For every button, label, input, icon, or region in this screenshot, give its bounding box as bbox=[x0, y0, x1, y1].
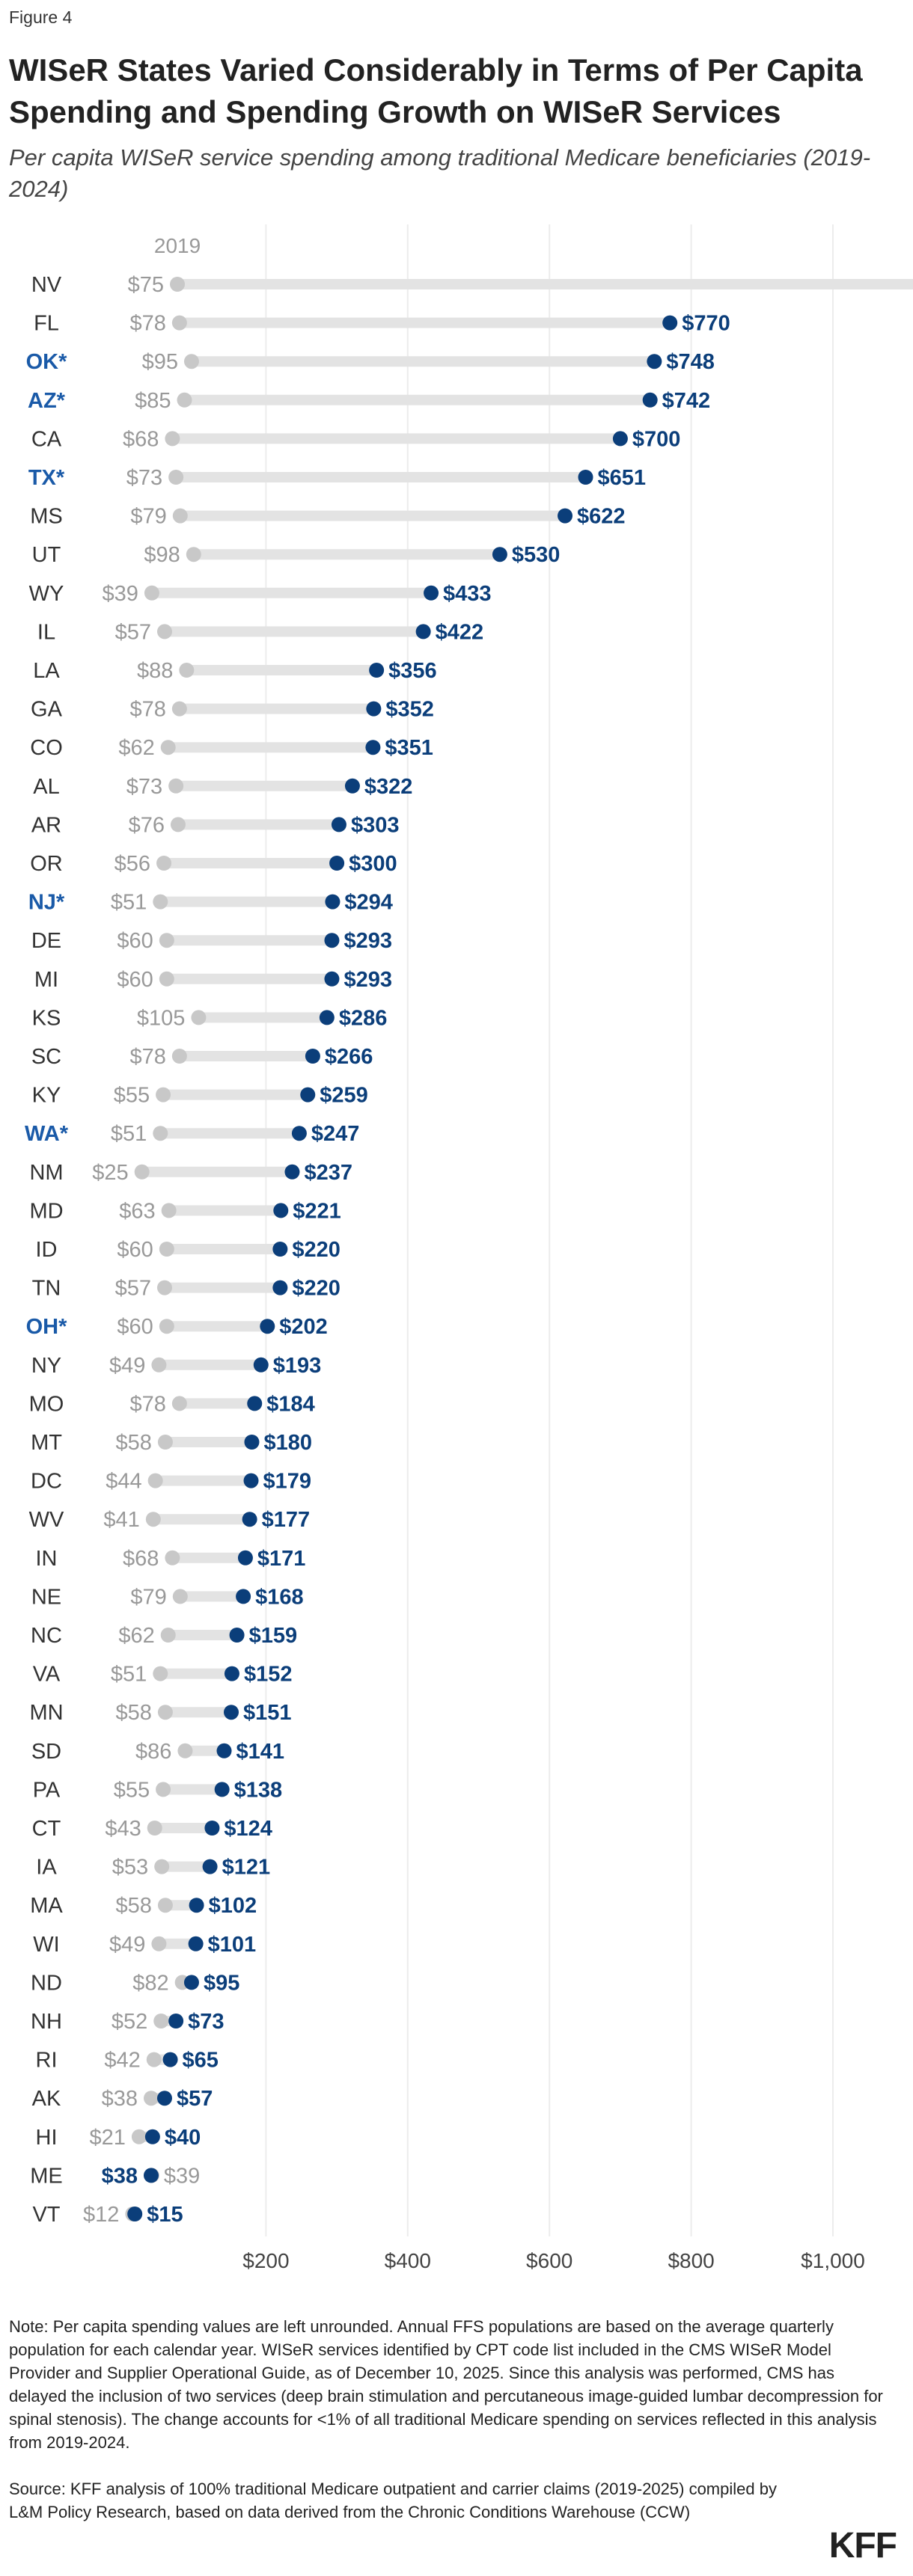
state-label: DE bbox=[31, 929, 62, 954]
value-label-2024: $700 bbox=[632, 427, 681, 452]
dot-2019 bbox=[179, 663, 194, 678]
value-label-2024: $101 bbox=[207, 1932, 257, 1957]
value-label-2024: $293 bbox=[343, 929, 392, 954]
dot-2019 bbox=[147, 2052, 162, 2067]
value-label-2019: $88 bbox=[136, 659, 174, 683]
state-label: SD bbox=[31, 1739, 62, 1764]
state-label: MA bbox=[30, 1894, 63, 1919]
state-label: AL bbox=[33, 774, 60, 799]
dot-2024 bbox=[325, 895, 340, 910]
value-label-2024: $168 bbox=[255, 1585, 304, 1610]
dot-2019 bbox=[161, 740, 176, 755]
dot-2019 bbox=[158, 1435, 173, 1450]
value-label-2024: $651 bbox=[597, 466, 647, 490]
value-label-2024: $151 bbox=[242, 1701, 292, 1726]
state-label: KY bbox=[31, 1083, 61, 1108]
value-label-2024: $356 bbox=[388, 659, 437, 683]
dot-2019 bbox=[153, 1666, 168, 1681]
dot-2019 bbox=[159, 972, 174, 987]
dot-2024 bbox=[613, 431, 628, 446]
state-label: PA bbox=[32, 1778, 61, 1803]
state-label: IN bbox=[35, 1546, 58, 1571]
state-label: OK* bbox=[25, 350, 67, 375]
dot-2019 bbox=[135, 1165, 150, 1180]
dot-2024 bbox=[238, 1551, 253, 1565]
dot-2019 bbox=[153, 895, 168, 910]
state-label: DC bbox=[31, 1469, 62, 1494]
dot-2019 bbox=[168, 779, 183, 794]
state-label: TN bbox=[31, 1276, 61, 1301]
dot-2024 bbox=[189, 1936, 204, 1951]
state-label: VT bbox=[32, 2203, 61, 2227]
value-label-2024: $38 bbox=[101, 2164, 138, 2189]
value-label-2019: $55 bbox=[113, 1083, 150, 1108]
value-label-2019: $38 bbox=[101, 2087, 138, 2112]
dot-2024 bbox=[345, 779, 360, 794]
state-label: CO bbox=[30, 736, 63, 761]
dot-2024 bbox=[558, 509, 572, 524]
dot-2024 bbox=[144, 2168, 159, 2183]
value-label-2019: $63 bbox=[119, 1199, 156, 1224]
value-label-2024: $141 bbox=[236, 1739, 285, 1764]
state-label: AZ* bbox=[28, 388, 65, 413]
chart-note: Note: Per capita spending values are left unrounded. Annual FFS populations are based on the average quarterly population for each calendar year. WISeR services identified by CPT code list included in the CMS WISeR Model Provider and Supplier Operational Guide, as of December 10, 2025. Since this analysis was performed, CMS has delayed the inclusion of two services (deep brain stimulation and percutaneous image-guided lumbar decompression for spinal stenosis). The change accounts for <1% of all traditional Medicare spending on services reflected in this analysis from 2019-2024. bbox=[9, 2317, 883, 2452]
value-label-2024: $303 bbox=[350, 813, 400, 838]
state-label: KS bbox=[31, 1006, 61, 1031]
dot-2024 bbox=[273, 1203, 288, 1218]
dot-2024 bbox=[242, 1512, 257, 1527]
dot-2024 bbox=[260, 1319, 275, 1334]
state-label: NC bbox=[31, 1624, 62, 1648]
dot-2024 bbox=[189, 1898, 204, 1913]
value-label-2019: $56 bbox=[114, 852, 151, 876]
value-label-2024: $266 bbox=[324, 1045, 373, 1069]
dot-2024 bbox=[424, 586, 439, 601]
value-label-2019: $62 bbox=[118, 736, 155, 761]
dot-2024 bbox=[168, 2014, 183, 2028]
state-label: WI bbox=[33, 1932, 60, 1957]
dot-2019 bbox=[156, 1782, 171, 1797]
value-label-2019: $105 bbox=[136, 1006, 186, 1031]
chart-subtitle: Per capita WISeR service spending among traditional Medicare beneficiaries (2019-2024) bbox=[9, 144, 871, 202]
dot-2019 bbox=[144, 2091, 159, 2106]
value-label-2024: $259 bbox=[320, 1083, 368, 1108]
series-label-2019: 2019 bbox=[153, 234, 201, 257]
dot-2019 bbox=[172, 316, 187, 331]
value-label-2019: $75 bbox=[127, 273, 165, 297]
state-label: NE bbox=[31, 1585, 62, 1610]
value-label-2024: $102 bbox=[208, 1894, 257, 1919]
dot-2019 bbox=[172, 1396, 187, 1411]
dot-2019 bbox=[165, 1551, 180, 1565]
value-label-2024: $622 bbox=[577, 504, 626, 529]
dot-2019 bbox=[153, 2014, 168, 2028]
value-label-2019: $73 bbox=[126, 466, 163, 490]
dot-2024 bbox=[416, 624, 431, 639]
dot-2019 bbox=[151, 1358, 166, 1373]
state-label: WA* bbox=[25, 1122, 68, 1147]
dot-2024 bbox=[236, 1589, 251, 1604]
value-label-2019: $39 bbox=[163, 2164, 201, 2189]
value-label-2019: $82 bbox=[132, 1971, 169, 1996]
dot-2019 bbox=[171, 817, 186, 832]
dot-2019 bbox=[168, 470, 183, 485]
value-label-2024: $124 bbox=[224, 1817, 272, 1841]
dot-2019 bbox=[132, 2129, 147, 2144]
state-label: CA bbox=[31, 427, 62, 452]
state-label: MI bbox=[34, 967, 59, 992]
x-tick-label: $200 bbox=[242, 2249, 290, 2272]
dot-2024 bbox=[643, 393, 658, 408]
value-label-2019: $79 bbox=[130, 1585, 167, 1610]
dot-2019 bbox=[177, 1744, 192, 1758]
dot-2024 bbox=[127, 2207, 142, 2221]
value-label-2019: $57 bbox=[114, 1276, 151, 1301]
dot-2024 bbox=[578, 470, 593, 485]
value-label-2019: $49 bbox=[109, 1353, 146, 1378]
dot-2024 bbox=[662, 316, 677, 331]
dot-2019 bbox=[165, 431, 180, 446]
dot-2019 bbox=[157, 624, 172, 639]
dot-2019 bbox=[161, 1628, 176, 1643]
dot-2024 bbox=[329, 856, 344, 871]
value-label-2024: $221 bbox=[293, 1199, 341, 1224]
value-label-2024: $530 bbox=[511, 543, 561, 568]
chart-source: Source: KFF analysis of 100% traditional Medicare outpatient and carrier claims (2019-2025) compiled by L&M Policy Research, based on data derived from the Chronic Conditions Warehouse (CCW) bbox=[9, 2480, 777, 2521]
value-label-2019: $58 bbox=[115, 1431, 152, 1455]
value-label-2024: $352 bbox=[385, 697, 434, 722]
dot-2024 bbox=[247, 1396, 262, 1411]
value-label-2019: $49 bbox=[109, 1932, 146, 1957]
dot-2019 bbox=[147, 1821, 162, 1836]
state-label: OH* bbox=[25, 1315, 67, 1340]
dot-2019 bbox=[156, 1088, 171, 1103]
value-label-2019: $78 bbox=[129, 311, 166, 336]
state-label: GA bbox=[31, 697, 62, 722]
value-label-2024: $294 bbox=[344, 890, 393, 915]
value-label-2024: $293 bbox=[343, 967, 392, 992]
value-label-2019: $79 bbox=[130, 504, 167, 529]
dot-2019 bbox=[156, 856, 171, 871]
value-label-2024: $171 bbox=[257, 1546, 306, 1571]
dot-2019 bbox=[158, 1898, 173, 1913]
dot-2024 bbox=[217, 1744, 232, 1758]
dot-2024 bbox=[272, 1281, 287, 1295]
value-label-2019: $39 bbox=[102, 581, 138, 606]
state-label: TX* bbox=[28, 466, 65, 490]
value-label-2024: $40 bbox=[164, 2125, 201, 2150]
value-label-2019: $51 bbox=[110, 1662, 147, 1687]
x-tick-label: $600 bbox=[526, 2249, 573, 2272]
value-label-2019: $95 bbox=[141, 350, 178, 375]
dot-2024 bbox=[332, 817, 346, 832]
dot-2024 bbox=[230, 1628, 245, 1643]
value-label-2019: $21 bbox=[89, 2125, 126, 2150]
value-label-2019: $98 bbox=[144, 543, 180, 568]
value-label-2019: $85 bbox=[135, 388, 171, 413]
value-label-2024: $748 bbox=[666, 350, 715, 375]
value-label-2019: $76 bbox=[128, 813, 165, 838]
value-label-2024: $770 bbox=[682, 311, 730, 336]
value-label-2024: $351 bbox=[385, 736, 433, 761]
dot-2019 bbox=[154, 1859, 169, 1874]
dot-2024 bbox=[244, 1435, 259, 1450]
value-label-2019: $68 bbox=[123, 1546, 159, 1571]
state-label: SC bbox=[31, 1045, 62, 1069]
dot-2024 bbox=[300, 1088, 315, 1103]
dot-2024 bbox=[324, 972, 339, 987]
value-label-2024: $202 bbox=[279, 1315, 328, 1340]
dot-2019 bbox=[191, 1010, 206, 1025]
dot-2024 bbox=[365, 740, 380, 755]
value-label-2024: $152 bbox=[243, 1662, 293, 1687]
dot-2019 bbox=[159, 1242, 174, 1257]
value-label-2019: $12 bbox=[82, 2203, 120, 2227]
dot-2024 bbox=[204, 1821, 219, 1836]
state-label: FL bbox=[34, 311, 59, 336]
value-label-2024: $300 bbox=[349, 852, 397, 876]
value-label-2024: $237 bbox=[304, 1160, 352, 1185]
state-label: AK bbox=[31, 2087, 61, 2112]
value-label-2019: $73 bbox=[126, 774, 163, 799]
value-label-2024: $742 bbox=[662, 388, 711, 413]
state-label: MS bbox=[30, 504, 63, 529]
value-label-2019: $25 bbox=[92, 1160, 129, 1185]
value-label-2019: $60 bbox=[117, 1238, 153, 1262]
dot-2024 bbox=[492, 547, 507, 562]
state-label: LA bbox=[33, 659, 60, 683]
dot-2019 bbox=[159, 1319, 174, 1334]
value-label-2024: $95 bbox=[203, 1971, 240, 1996]
value-label-2019: $78 bbox=[129, 1045, 166, 1069]
state-label: ME bbox=[30, 2164, 63, 2189]
value-label-2024: $247 bbox=[311, 1122, 360, 1147]
kff-logo: KFF bbox=[828, 2526, 897, 2566]
dot-2019 bbox=[162, 1203, 177, 1218]
value-label-2019: $58 bbox=[115, 1894, 152, 1919]
value-label-2019: $60 bbox=[117, 967, 153, 992]
dot-2024 bbox=[224, 1705, 239, 1720]
value-label-2019: $51 bbox=[110, 1122, 147, 1147]
state-label: UT bbox=[31, 543, 61, 568]
value-label-2019: $78 bbox=[129, 1392, 166, 1417]
state-label: ID bbox=[35, 1238, 58, 1262]
value-label-2024: $179 bbox=[263, 1469, 312, 1494]
state-label: MO bbox=[28, 1392, 64, 1417]
dot-2019 bbox=[153, 1126, 168, 1141]
state-label: NM bbox=[29, 1160, 64, 1185]
dot-2024 bbox=[292, 1126, 307, 1141]
value-label-2019: $41 bbox=[103, 1508, 140, 1533]
state-label: NY bbox=[31, 1353, 62, 1378]
dot-2024 bbox=[244, 1473, 259, 1488]
value-label-2024: $177 bbox=[261, 1508, 311, 1533]
dot-2019 bbox=[184, 354, 199, 369]
value-label-2019: $60 bbox=[117, 929, 153, 954]
value-label-2024: $73 bbox=[188, 2010, 225, 2034]
value-label-2019: $58 bbox=[115, 1701, 152, 1726]
dot-2024 bbox=[225, 1666, 239, 1681]
dot-2024 bbox=[215, 1782, 230, 1797]
dot-2019 bbox=[172, 702, 187, 717]
value-label-2024: $322 bbox=[364, 774, 413, 799]
value-label-2019: $44 bbox=[106, 1469, 142, 1494]
value-label-2019: $86 bbox=[135, 1739, 172, 1764]
state-label: ND bbox=[31, 1971, 62, 1996]
dot-2019 bbox=[173, 509, 188, 524]
x-tick-label: $400 bbox=[384, 2249, 431, 2272]
value-label-2024: $193 bbox=[272, 1353, 322, 1378]
value-label-2024: $220 bbox=[292, 1276, 341, 1301]
x-tick-label: $800 bbox=[668, 2249, 715, 2272]
state-label: CT bbox=[31, 1817, 61, 1841]
state-label: MD bbox=[29, 1199, 64, 1224]
value-label-2024: $121 bbox=[222, 1855, 271, 1880]
dot-2024 bbox=[184, 1975, 199, 1990]
state-label: VA bbox=[32, 1662, 61, 1687]
dot-2019 bbox=[158, 1705, 173, 1720]
value-label-2019: $78 bbox=[129, 697, 166, 722]
dot-2019 bbox=[146, 1512, 161, 1527]
dot-2024 bbox=[305, 1049, 320, 1064]
dumbbell-chart bbox=[0, 224, 913, 2296]
state-label: NJ* bbox=[28, 890, 65, 915]
state-label: IA bbox=[36, 1855, 57, 1880]
dot-2024 bbox=[272, 1242, 287, 1257]
value-label-2024: $422 bbox=[435, 620, 484, 645]
value-label-2024: $180 bbox=[263, 1431, 312, 1455]
dot-2024 bbox=[366, 702, 381, 717]
value-label-2019: $57 bbox=[114, 620, 151, 645]
dot-2024 bbox=[145, 2129, 160, 2144]
state-label: MN bbox=[29, 1701, 64, 1726]
state-label: WY bbox=[28, 581, 64, 606]
x-tick-label: $1,000 bbox=[801, 2249, 865, 2272]
dot-2024 bbox=[203, 1859, 218, 1874]
value-label-2019: $62 bbox=[118, 1624, 155, 1648]
dot-2019 bbox=[159, 933, 174, 948]
chart-title: WISeR States Varied Considerably in Terms of Per Capita Spending and Spending Growth on WISeR Services bbox=[9, 52, 863, 129]
dot-2019 bbox=[170, 277, 185, 292]
value-label-2019: $42 bbox=[104, 2048, 141, 2073]
value-label-2024: $15 bbox=[147, 2203, 183, 2227]
value-label-2024: $286 bbox=[338, 1006, 388, 1031]
value-label-2024: $65 bbox=[182, 2048, 219, 2073]
value-label-2019: $52 bbox=[111, 2010, 148, 2034]
dot-2019 bbox=[157, 1281, 172, 1295]
value-label-2024: $220 bbox=[292, 1238, 341, 1262]
state-label: IL bbox=[37, 620, 56, 645]
dot-2024 bbox=[254, 1358, 269, 1373]
value-label-2019: $60 bbox=[117, 1315, 153, 1340]
state-label: OR bbox=[30, 852, 63, 876]
dot-2024 bbox=[369, 663, 384, 678]
state-label: NV bbox=[31, 273, 62, 297]
dot-2024 bbox=[324, 933, 339, 948]
state-label: RI bbox=[35, 2048, 58, 2073]
value-label-2019: $53 bbox=[112, 1855, 149, 1880]
state-label: NH bbox=[31, 2010, 62, 2034]
dot-2024 bbox=[320, 1010, 335, 1025]
dot-2019 bbox=[151, 1936, 166, 1951]
value-label-2019: $55 bbox=[113, 1778, 150, 1803]
value-label-2024: $433 bbox=[443, 581, 492, 606]
value-label-2024: $159 bbox=[248, 1624, 298, 1648]
figure-label: Figure 4 bbox=[9, 7, 73, 27]
dot-2019 bbox=[186, 547, 201, 562]
state-label: AR bbox=[31, 813, 62, 838]
dot-2024 bbox=[157, 2091, 172, 2106]
state-label: MT bbox=[31, 1431, 62, 1455]
dot-2019 bbox=[144, 586, 159, 601]
state-label: HI bbox=[35, 2125, 58, 2150]
value-label-2024: $57 bbox=[176, 2087, 213, 2112]
dot-2024 bbox=[284, 1165, 299, 1180]
state-label: WV bbox=[28, 1508, 64, 1533]
dot-2024 bbox=[647, 354, 662, 369]
value-label-2019: $43 bbox=[105, 1817, 141, 1841]
dot-2019 bbox=[172, 1049, 187, 1064]
dot-2019 bbox=[177, 393, 192, 408]
value-label-2019: $51 bbox=[110, 890, 147, 915]
dot-2019 bbox=[173, 1589, 188, 1604]
dot-2024 bbox=[163, 2052, 178, 2067]
value-label-2024: $138 bbox=[233, 1778, 283, 1803]
value-label-2024: $184 bbox=[266, 1392, 315, 1417]
dot-2019 bbox=[148, 1473, 163, 1488]
value-label-2019: $68 bbox=[123, 427, 159, 452]
